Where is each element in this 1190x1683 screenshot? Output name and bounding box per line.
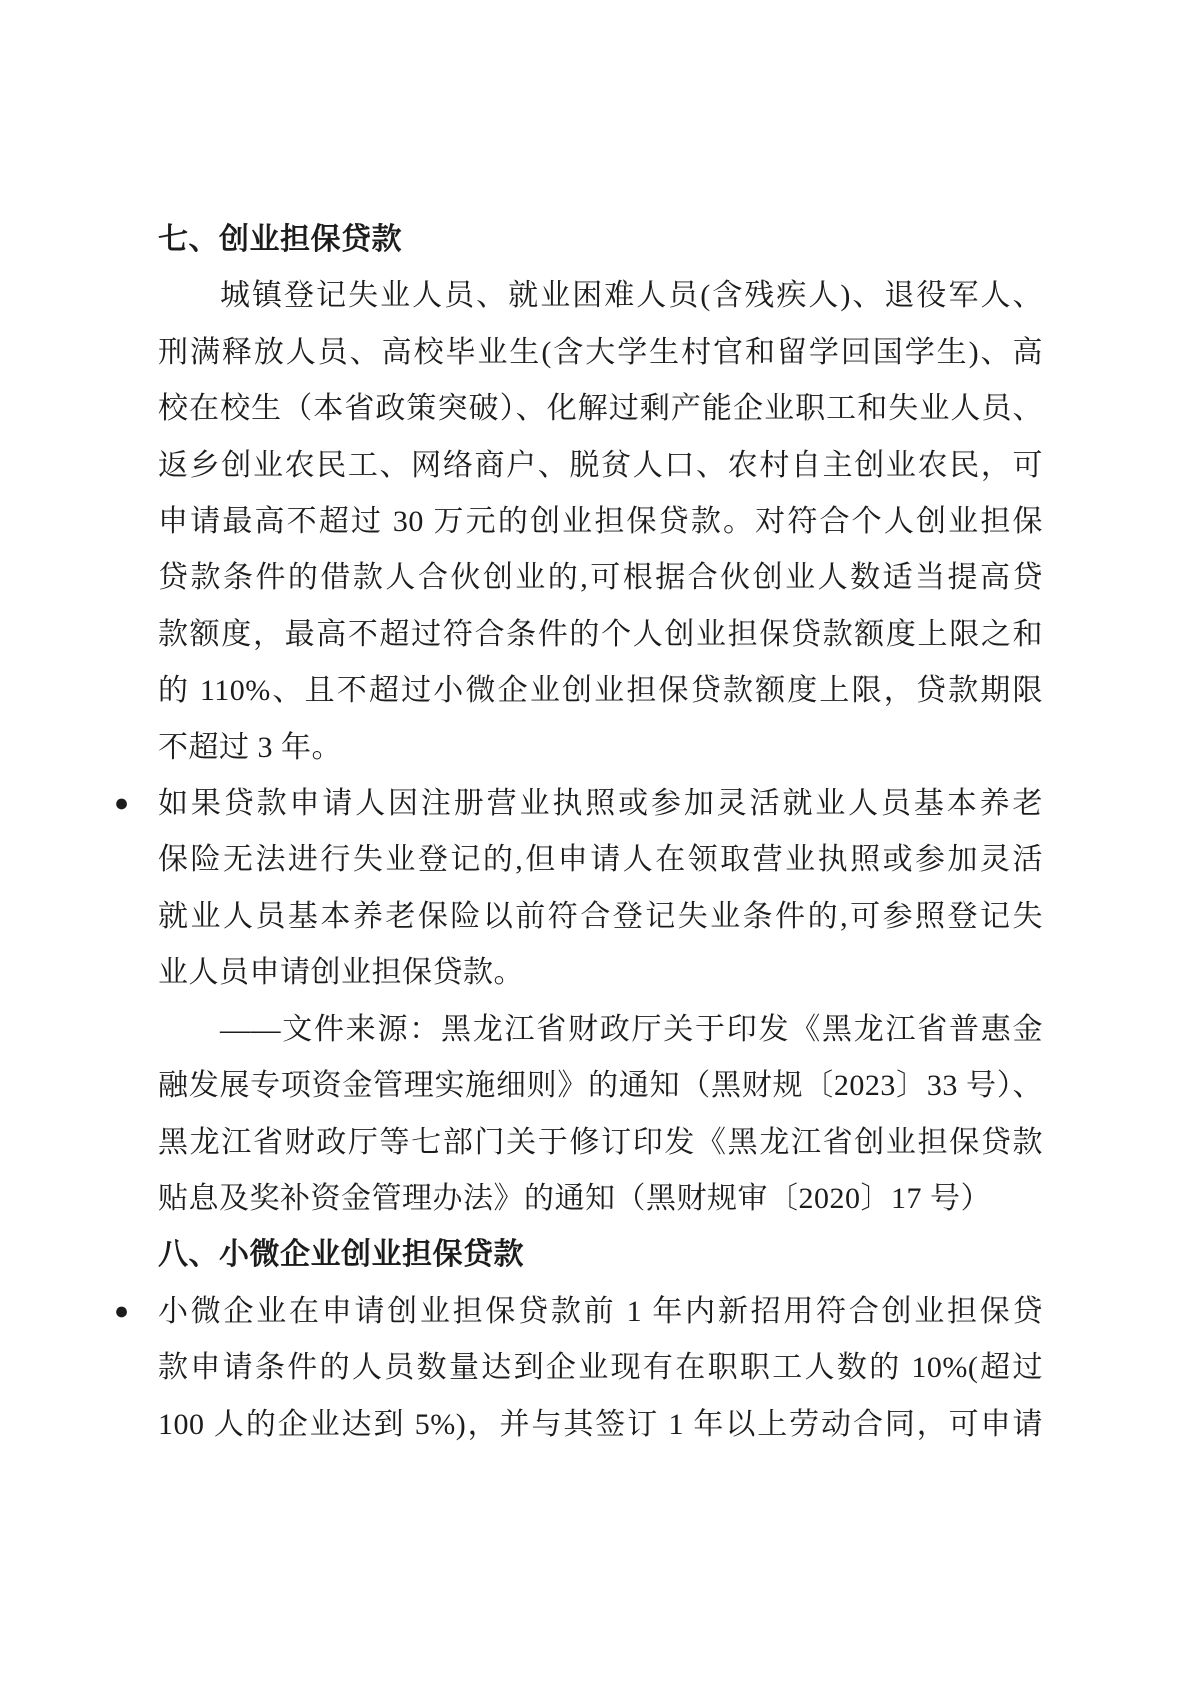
text-line: 贴息及奖补资金管理办法》的通知（黑财规审〔2020〕17 号） bbox=[158, 1181, 991, 1215]
text-line: 款额度，最高不超过符合条件的个人创业担保贷款额度上限之和 bbox=[158, 617, 1043, 651]
text-line: 就业人员基本养老保险以前符合登记失业条件的,可参照登记失 bbox=[158, 899, 1043, 933]
bullet-icon: ● bbox=[114, 1297, 130, 1325]
text-line: 融发展专项资金管理实施细则》的通知（黑财规〔2023〕33 号）、 bbox=[158, 1069, 1043, 1103]
section-heading-8: 八、小微企业创业担保贷款 bbox=[158, 1238, 524, 1272]
text-line: 刑满释放人员、高校毕业生(含大学生村官和留学回国学生)、高 bbox=[158, 335, 1043, 369]
text-line: ——文件来源：黑龙江省财政厅关于印发《黑龙江省普惠金 bbox=[220, 1012, 1043, 1046]
text-line: 校在校生（本省政策突破）、化解过剩产能企业职工和失业人员、 bbox=[158, 392, 1043, 426]
text-line: 黑龙江省财政厅等七部门关于修订印发《黑龙江省创业担保贷款 bbox=[158, 1125, 1043, 1159]
text-line: 的 110%、且不超过小微企业创业担保贷款额度上限，贷款期限 bbox=[158, 674, 1043, 708]
text-line: 保险无法进行失业登记的,但申请人在领取营业执照或参加灵活 bbox=[158, 843, 1043, 877]
text-line: 业人员申请创业担保贷款。 bbox=[158, 956, 524, 990]
text-line: 不超过 3 年。 bbox=[158, 730, 342, 764]
bullet-item-registration-exception bbox=[114, 776, 1043, 1002]
bullet-icon: ● bbox=[114, 790, 130, 818]
text-line: 申请最高不超过 30 万元的创业担保贷款。对符合个人创业担保 bbox=[158, 505, 1043, 539]
text-line: 款申请条件的人员数量达到企业现有在职职工人数的 10%(超过 bbox=[158, 1351, 1043, 1385]
section-heading-7: 七、创业担保贷款 bbox=[158, 223, 402, 256]
text-line: 100 人的企业达到 5%)，并与其签订 1 年以上劳动合同，可申请 bbox=[158, 1407, 1043, 1441]
bullet-item-sme-loan bbox=[114, 1284, 1043, 1453]
document-content bbox=[114, 212, 1043, 1453]
paragraph-document-source bbox=[158, 1002, 1043, 1228]
text-line: 城镇登记失业人员、就业困难人员(含残疾人)、退役军人、 bbox=[220, 279, 1043, 313]
paragraph-loan-eligibility bbox=[158, 268, 1043, 776]
text-line: 小微企业在申请创业担保贷款前 1 年内新招用符合创业担保贷 bbox=[158, 1294, 1043, 1328]
text-line: 如果贷款申请人因注册营业执照或参加灵活就业人员基本养老 bbox=[158, 787, 1043, 821]
text-line: 贷款条件的借款人合伙创业的,可根据合伙创业人数适当提高贷 bbox=[158, 561, 1043, 595]
text-line: 返乡创业农民工、网络商户、脱贫人口、农村自主创业农民，可 bbox=[158, 448, 1043, 482]
